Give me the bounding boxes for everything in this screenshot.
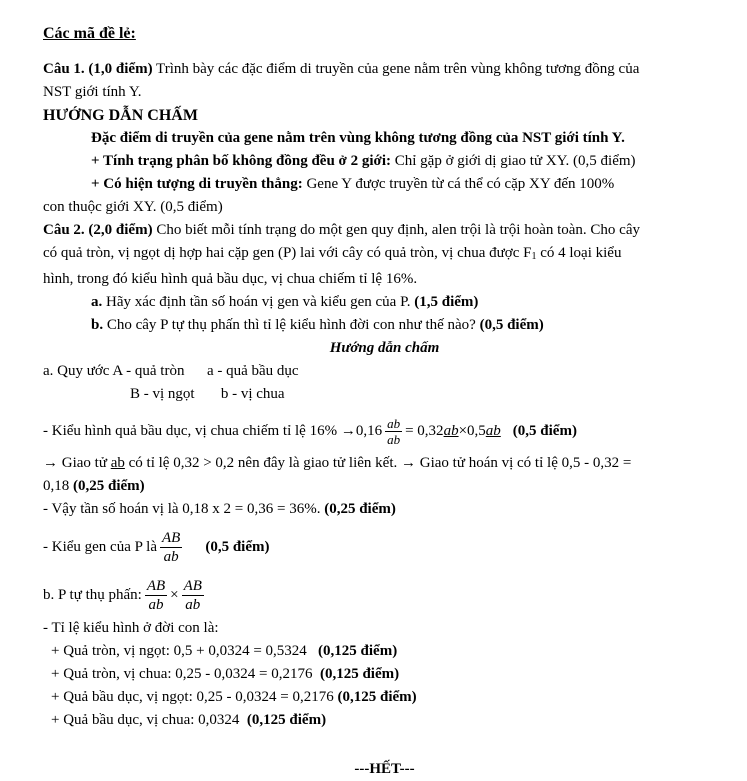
- q2-genotype-den: ab: [163, 548, 179, 565]
- q2-ratio-title: - Tỉ lệ kiểu hình ở đời con là:: [43, 620, 219, 636]
- q2-16pct-points: (0,5 điểm): [512, 422, 577, 439]
- q2-selfing-formula: [142, 577, 207, 614]
- q2-16pct-num: ab: [387, 415, 401, 431]
- q1-point-2-bold: + Có hiện tượng di truyền thẳng:: [91, 176, 303, 192]
- q2-convention-2: B - vị ngọt b - vị chua: [130, 386, 285, 402]
- q2-text-1: Cho biết mỗi tính trạng do một gen quy định, alen trội là trội hoàn toàn. Cho cây: [152, 222, 640, 238]
- q2-genotype-line: [43, 525, 726, 569]
- q2-text-2-sub: 1: [531, 251, 537, 262]
- q2-ratio-3-points: (0,125 điểm): [337, 689, 417, 705]
- q2-16pct-fraction: [385, 416, 402, 447]
- q2-16pct-gamete-2: ab: [485, 422, 501, 439]
- q2-gamete-line: [43, 452, 726, 475]
- q2-gamete-c: 0,18: [43, 478, 73, 494]
- q2-ratio-3: [43, 686, 726, 709]
- q2-part-b: [43, 314, 726, 337]
- q2-16pct-eq: = 0,32: [405, 422, 444, 439]
- q2-ratio-2-points: (0,125 điểm): [319, 666, 400, 682]
- q2-part-b-label: b.: [91, 317, 104, 333]
- q2-label: Câu 2. (2,0 điểm): [43, 222, 153, 238]
- q2-selfing-num-2: AB: [183, 577, 202, 594]
- q2-text-2-end: có 4 loại kiểu: [536, 245, 622, 261]
- q2-ratio-2: [43, 663, 726, 686]
- q2-ratio-1-points: (0,125 điểm): [318, 643, 398, 659]
- q2-ratio-3-text: + Quả bầu dục, vị ngọt: 0,25 - 0,0324 = 0,2176: [51, 689, 338, 705]
- q2-ratio-4: [43, 709, 726, 732]
- q2-ratio-4-text: + Quả bầu dục, vị chua: 0,0324: [51, 712, 247, 728]
- q1-point-1-bold: + Tính trạng phân bố không đồng đều ở 2 giới:: [91, 153, 391, 169]
- q2-genotype-formula: [157, 529, 185, 566]
- section-title: Các mã đề lẻ:: [43, 25, 136, 42]
- q2-text-3: hình, trong đó kiểu hình quả bầu dục, vị chua chiếm tỉ lệ 16%.: [43, 271, 418, 287]
- q2-frequency-text: - Vậy tần số hoán vị là 0,18 x 2 = 0,36 = 36%.: [43, 501, 325, 517]
- q2-selfing-num-1: AB: [146, 577, 166, 594]
- q1-point-1: [43, 150, 726, 173]
- q2-ratio-1-text: + Quả tròn, vị ngọt: 0,5 + 0,0324 = 0,5324: [51, 643, 319, 659]
- q2-16pct-den: ab: [387, 431, 401, 447]
- q2-prompt-line-2: [43, 242, 726, 268]
- q1-guide-title: HƯỚNG DẪN CHẤM: [43, 107, 198, 124]
- q1-prompt-line-1: [43, 58, 726, 81]
- q2-part-a: [43, 291, 726, 314]
- q2-gamete-ab: ab: [110, 455, 125, 471]
- q1-text-1: Trình bày các đặc điểm di truyền của gene nằm trên vùng không tương đồng của: [152, 61, 640, 77]
- q2-gamete-line-2: [43, 475, 726, 498]
- q2-part-a-text: Hãy xác định tần số hoán vị gen và kiểu gen của P.: [102, 294, 415, 310]
- q2-gamete-points: (0,25 điểm): [73, 478, 145, 494]
- q2-frequency-line: [43, 498, 726, 521]
- q1-feature-title: Đặc điểm di truyền của gene nằm trên vùng không tương đồng của NST giới tính Y.: [91, 130, 625, 146]
- q1-point-1-text: Chỉ gặp ở giới dị giao tử XY. (0,5 điểm): [391, 153, 636, 169]
- q1-text-2: NST giới tính Y.: [43, 84, 142, 100]
- q2-part-a-label: a.: [91, 294, 103, 310]
- q2-part-a-points: (1,5 điểm): [414, 294, 479, 310]
- q2-line-16pct: [43, 410, 726, 452]
- q1-point-2-cont: con thuộc giới XY. (0,5 điểm): [43, 199, 223, 215]
- q2-genotype-text: - Kiểu gen của P là: [43, 538, 157, 555]
- q2-selfing-den-1: ab: [148, 596, 164, 613]
- q2-ratio-2-text: + Quả tròn, vị chua: 0,25 - 0,0324 = 0,2176: [51, 666, 320, 682]
- q2-selfing-text: b. P tự thụ phấn:: [43, 586, 142, 603]
- q2-16pct-formula: [356, 416, 501, 447]
- q2-selfing-fraction-2: [182, 577, 204, 614]
- q2-ratio-1: [43, 640, 726, 663]
- q2-genotype-points: (0,5 điểm): [205, 538, 270, 555]
- q2-gamete-b: có tỉ lệ 0,32 > 0,2 nên đây là giao tử liên kết. → Giao tử hoán vị có tỉ lệ 0,5 - 0,32 =: [124, 455, 632, 471]
- q1-point-2: [43, 173, 726, 196]
- q1-label: Câu 1. (1,0 điểm): [43, 61, 153, 77]
- q2-selfing-times: ×: [170, 586, 179, 603]
- q2-frequency-points: (0,25 điểm): [324, 501, 396, 517]
- q2-16pct-gamete-1: ab: [443, 422, 459, 439]
- q2-text-2: có quả tròn, vị ngọt dị hợp hai cặp gen (P) lai với cây có quả tròn, vị chua được F: [43, 245, 532, 261]
- q2-convention-1: a. Quy ước A - quả tròn a - quả bầu dục: [43, 363, 299, 379]
- q2-16pct-times: ×0,5: [458, 422, 486, 439]
- q2-part-b-points: (0,5 điểm): [479, 317, 544, 333]
- q2-selfing-line: [43, 573, 726, 617]
- q2-selfing-den-2: ab: [185, 596, 201, 613]
- q1-point-2-text: Gene Y được truyền từ cá thể có cặp XY đến 100%: [302, 176, 615, 192]
- q2-16pct-coef: 0,16: [355, 422, 383, 439]
- q2-genotype-fraction: [160, 529, 182, 566]
- q2-prompt-line-1: [43, 219, 726, 242]
- q2-16pct-text: - Kiểu hình quả bầu dục, vị chua chiếm tỉ lệ 16% →: [43, 422, 356, 439]
- q2-selfing-fraction-1: [145, 577, 167, 614]
- q2-gamete-a: → Giao tử: [43, 455, 111, 471]
- q2-part-b-text: Cho cây P tự thụ phấn thì tỉ lệ kiểu hình đời con như thế nào?: [103, 317, 480, 333]
- q2-genotype-num: AB: [162, 529, 181, 546]
- q2-guide-title: Hướng dẫn chấm: [329, 340, 440, 356]
- end-marker: ---HẾT---: [354, 761, 415, 777]
- document-body: [43, 22, 726, 781]
- q2-ratio-4-points: (0,125 điểm): [246, 712, 327, 728]
